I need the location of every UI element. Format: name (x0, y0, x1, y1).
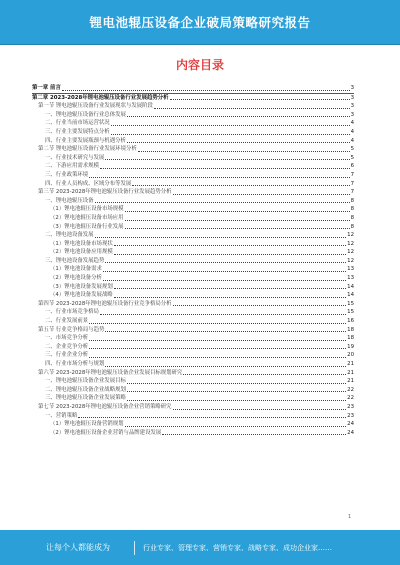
toc-entry[interactable] (32, 274, 354, 283)
toc-entry[interactable] (32, 308, 354, 317)
toc-leader-dots (162, 434, 346, 435)
report-footer (0, 530, 400, 565)
toc-entry[interactable] (32, 265, 354, 274)
header-divider (0, 44, 400, 45)
toc-entry-page: 20 (347, 352, 354, 359)
toc-entry-page: 19 (347, 343, 354, 350)
toc-leader-dots (62, 90, 350, 91)
toc-entry-page: 4 (350, 128, 354, 135)
toc-entry-page: 4 (350, 120, 354, 127)
toc-entry-page: 24 (347, 429, 354, 436)
page-number: 1 (348, 514, 352, 520)
toc-entry-title: （2）锂电池设备分析 (32, 274, 103, 283)
toc-entry-page: 7 (350, 171, 354, 178)
toc-entry-title: 第六节 2023-2028年锂电池辊压设备企业发展目标规划研究 (32, 369, 183, 378)
toc-entry-page: 15 (347, 309, 354, 316)
toc-leader-dots (127, 400, 346, 401)
toc-entry[interactable] (32, 300, 354, 309)
toc-leader-dots (105, 366, 346, 367)
toc-entry-page: 8 (350, 223, 354, 230)
footer-slogan-left: 让每个人都能成为 (46, 543, 110, 552)
toc-leader-dots (114, 288, 346, 289)
toc-entry[interactable] (32, 93, 354, 103)
toc-entry-page: 13 (347, 275, 354, 282)
toc-entry-page: 5 (350, 146, 354, 153)
toc-leader-dots (100, 168, 350, 169)
toc-entry-page: 18 (347, 335, 354, 342)
toc-entry[interactable] (32, 188, 354, 197)
toc-entry-title: （1）锂电池设备需求 (32, 265, 103, 274)
toc-entry-page: 12 (347, 257, 354, 264)
toc-entry[interactable] (32, 231, 354, 240)
toc-entry[interactable] (32, 343, 354, 352)
toc-leader-dots (183, 374, 346, 375)
toc-leader-dots (114, 297, 346, 298)
toc-entry-title: （3）锂电池设备发展规划 (32, 283, 114, 292)
toc-entry[interactable] (32, 386, 354, 395)
toc-entry[interactable] (32, 102, 354, 111)
toc-entry[interactable] (32, 394, 354, 403)
toc-entry-title: （3）锂电池辊压设备行业发展 (32, 223, 125, 232)
toc-entry-page: 23 (347, 403, 354, 410)
toc-entry[interactable] (32, 214, 354, 223)
toc-leader-dots (125, 228, 350, 229)
toc-entry-title: 一、锂电池辊压设备行业总体发展 (32, 111, 127, 120)
toc-entry-page: 3 (350, 103, 354, 110)
toc-entry-title: 二、锂电池设备发展 (32, 231, 95, 240)
toc-entry-title: 四、行业人员构成、区域分布等发展 (32, 180, 132, 189)
toc-entry[interactable] (32, 119, 354, 128)
toc-entry[interactable] (32, 145, 354, 154)
toc-entry-title: 三、锂电池设备发展趋势 (32, 257, 105, 266)
toc-entry-title: 第二章 2023-2028年锂电池辊压设备行业发展趋势分析 (32, 94, 169, 101)
toc-entry-title: （1）锂电池辊压设备市场规模 (32, 205, 125, 214)
toc-entry[interactable] (32, 429, 354, 438)
toc-entry[interactable] (32, 257, 354, 266)
toc-entry-page: 21 (347, 361, 354, 367)
toc-leader-dots (89, 340, 346, 341)
toc-entry[interactable] (32, 403, 354, 412)
toc-entry[interactable] (32, 171, 354, 180)
toc-leader-dots (154, 108, 350, 109)
toc-leader-dots (105, 331, 346, 332)
footer-slogan-right: 行业专家、管理专家、营销专家、战略专家、成功企业家…… (143, 543, 332, 552)
toc-entry[interactable] (32, 180, 354, 189)
toc-leader-dots (170, 99, 350, 100)
toc-entry-page: 8 (350, 214, 354, 221)
toc-entry[interactable] (32, 351, 354, 360)
toc-entry[interactable] (32, 283, 354, 292)
toc-entry[interactable] (32, 162, 354, 171)
toc-entry-title: 第一节 锂电池辊压设备行业发展现状与发展阶段 (32, 102, 154, 111)
toc-entry-title: 第七节 2023-2028年锂电池辊压设备企业营销策略研究 (32, 403, 173, 412)
toc-entry[interactable] (32, 137, 354, 146)
toc-entry-title: 第四节 2023-2028年锂电池辊压设备行业竞争格局分析 (32, 300, 173, 309)
toc-entry-title: （1）锂电池设备市场现状 (32, 240, 114, 249)
toc-entry-title: 三、行业企业分析 (32, 351, 89, 360)
toc-entry-page: 6 (350, 163, 354, 170)
toc-entry-page: 5 (350, 154, 354, 161)
toc-entry-page: 3 (350, 111, 354, 118)
toc-leader-dots (114, 254, 346, 255)
toc-entry[interactable] (32, 111, 354, 120)
toc-leader-dots (127, 391, 346, 392)
toc-entry[interactable] (32, 420, 354, 429)
toc-entry-page: 13 (347, 266, 354, 273)
toc-leader-dots (173, 409, 347, 410)
toc-leader-dots (138, 151, 350, 152)
toc-leader-dots (132, 185, 349, 186)
toc-entry-title: （2）锂电池辊压设备企业营销与品牌建设发展 (32, 429, 162, 438)
toc-leader-dots (114, 245, 346, 246)
toc-entry[interactable] (32, 248, 354, 257)
toc-leader-dots (78, 417, 346, 418)
toc-entry-page: 7 (350, 189, 354, 196)
toc-entry-title: 三、锂电池辊压设备企业发展策略 (32, 394, 127, 403)
toc-entry-page: 16 (347, 318, 354, 325)
toc-leader-dots (105, 262, 346, 263)
toc-entry[interactable] (32, 360, 354, 369)
toc-entry-title: 三、行业政策环境 (32, 171, 89, 180)
toc-leader-dots (127, 383, 346, 384)
toc-entry-title: 一、锂电池辊压设备 (32, 197, 95, 206)
toc-entry-page: 12 (347, 249, 354, 256)
toc-entry[interactable] (32, 128, 354, 137)
toc-entry-page: 8 (350, 197, 354, 204)
toc-entry[interactable] (32, 317, 354, 326)
toc-entry[interactable] (32, 326, 354, 335)
toc-entry-page: 14 (347, 292, 354, 299)
toc-entry-title: 二、锂电池辊压设备企业战略规划 (32, 386, 127, 395)
toc-entry-page: 18 (347, 326, 354, 333)
toc-leader-dots (111, 134, 350, 135)
toc-entry-title: （1）锂电池辊压设备营销规划 (32, 420, 125, 429)
toc-entry-title: 二、行业发展前景 (32, 317, 89, 326)
toc-leader-dots (173, 305, 347, 306)
toc-entry[interactable] (32, 205, 354, 214)
toc-entry-page: 21 (347, 369, 354, 376)
toc-entry-title: （2）锂电池设备应用规模 (32, 248, 114, 257)
toc-leader-dots (111, 125, 350, 126)
toc-leader-dots (125, 220, 350, 221)
table-of-contents (32, 84, 354, 437)
toc-entry-title: 四、行业市场分析与规划 (32, 360, 105, 369)
toc-entry-title: 第五节 行业竞争格局与趋势 (32, 326, 105, 335)
toc-entry-title: 一、营销策略 (32, 412, 78, 421)
toc-entry-page: 8 (350, 206, 354, 213)
toc-entry-title: 一、市场竞争分析 (32, 334, 89, 343)
toc-entry-title: 一、锂电池辊压设备企业发展目标 (32, 377, 127, 386)
toc-entry-page: 24 (347, 421, 354, 428)
toc-entry[interactable] (32, 377, 354, 386)
toc-entry[interactable] (32, 291, 354, 300)
toc-entry-page: 22 (347, 386, 354, 393)
toc-leader-dots (173, 194, 350, 195)
toc-leader-dots (95, 202, 350, 203)
toc-entry-title: （4）锂电池设备发展战略 (32, 291, 114, 300)
toc-entry[interactable] (32, 84, 354, 93)
toc-entry-page: 4 (350, 137, 354, 144)
toc-entry[interactable] (32, 197, 354, 206)
toc-entry-title: 第一章 前言 (32, 85, 61, 91)
toc-leader-dots (103, 280, 346, 281)
toc-entry-page: 12 (347, 232, 354, 239)
toc-entry-page: 22 (347, 395, 354, 402)
report-title: 锂电池辊压设备企业破局策略研究报告 (89, 15, 311, 30)
toc-entry-page: 3 (350, 85, 354, 91)
toc-entry[interactable] (32, 154, 354, 163)
toc-leader-dots (89, 323, 346, 324)
toc-leader-dots (103, 271, 346, 272)
toc-entry-page: 3 (350, 94, 354, 101)
toc-heading: 内容目录 (175, 58, 224, 72)
toc-entry-title: （2）锂电池辊压设备市场应用 (32, 214, 125, 223)
toc-entry-title: 二、企业竞争分析 (32, 343, 89, 352)
toc-entry[interactable] (32, 334, 354, 343)
toc-entry[interactable] (32, 412, 354, 421)
toc-leader-dots (89, 357, 346, 358)
toc-leader-dots (89, 348, 346, 349)
toc-entry-title: 三、行业主要发展特点分析 (32, 128, 111, 137)
toc-entry-title: 四、行业主要发展瓶颈与机遇分析 (32, 137, 127, 146)
toc-entry-page: 21 (347, 378, 354, 385)
toc-entry[interactable] (32, 223, 354, 232)
toc-leader-dots (125, 426, 347, 427)
toc-leader-dots (95, 237, 347, 238)
toc-entry[interactable] (32, 369, 354, 378)
toc-entry[interactable] (32, 240, 354, 249)
toc-entry-title: 二、行业当前市场运营状况 (32, 119, 111, 128)
toc-leader-dots (105, 159, 349, 160)
report-header (0, 0, 400, 44)
toc-entry-title: 第三节 2023-2028年锂电池辊压设备行业发展趋势分析 (32, 188, 173, 197)
toc-entry-page: 14 (347, 283, 354, 290)
toc-entry-title: 第二节 锂电池辊压设备行业发展环境分析 (32, 145, 138, 154)
toc-entry-title: 一、行业技术研究与发展 (32, 154, 105, 163)
toc-leader-dots (100, 314, 346, 315)
toc-entry-title: 一、行业市场竞争格局 (32, 308, 100, 317)
toc-leader-dots (127, 116, 350, 117)
toc-entry-page: 12 (347, 240, 354, 247)
footer-divider (134, 541, 135, 555)
toc-entry-page: 23 (347, 412, 354, 419)
toc-entry-page: 15 (347, 300, 354, 307)
toc-leader-dots (127, 142, 350, 143)
toc-leader-dots (89, 177, 349, 178)
toc-entry-page: 7 (350, 180, 354, 187)
toc-leader-dots (125, 211, 350, 212)
toc-entry-title: 二、下游应用需求规模 (32, 162, 100, 171)
